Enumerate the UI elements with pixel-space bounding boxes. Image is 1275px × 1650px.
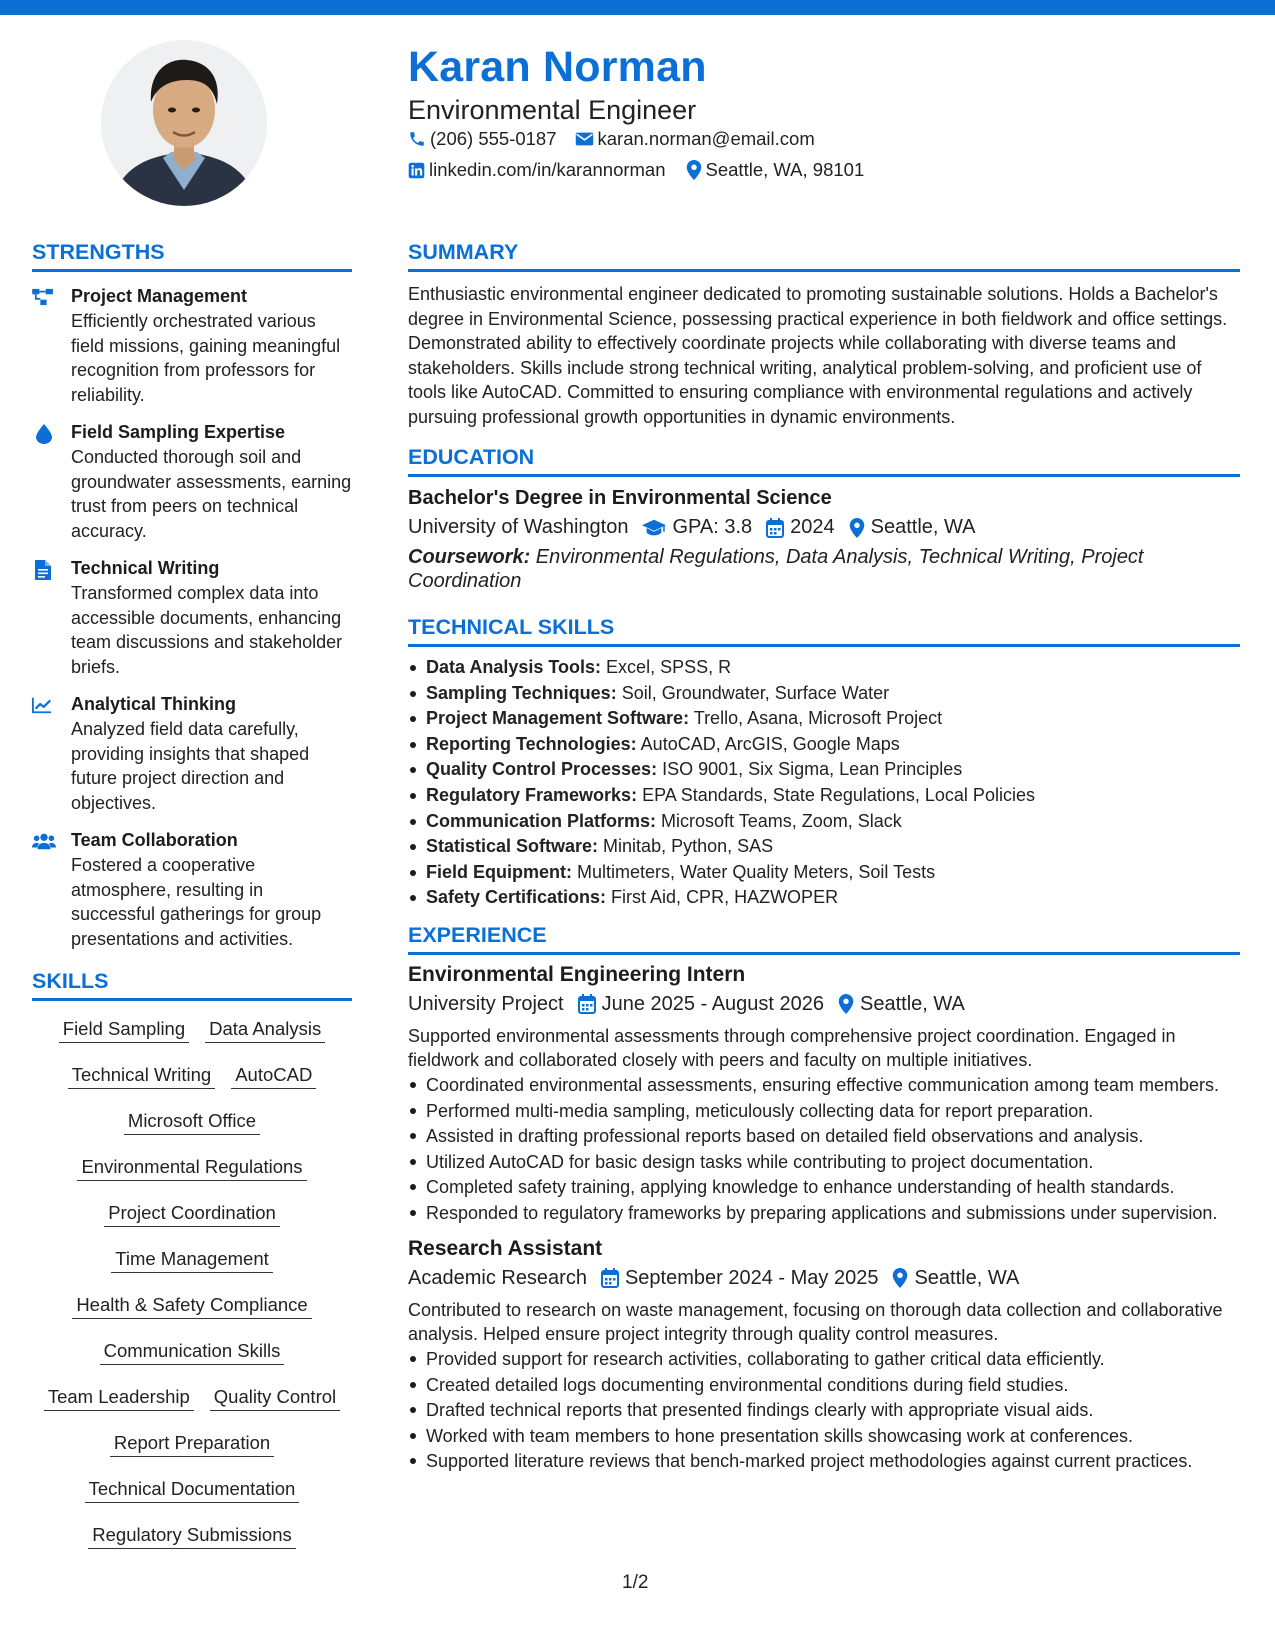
skill-chip: Microsoft Office [124,1107,260,1135]
strength-heading: Field Sampling Expertise [71,422,286,442]
phone-text: (206) 555-0187 [430,128,557,149]
skill-chip: Regulatory Submissions [88,1521,295,1549]
chart-line-icon [32,696,52,714]
job-org: Academic Research [408,1266,587,1289]
gpa-text: GPA: 3.8 [672,516,753,538]
calendar-icon [601,1268,619,1288]
job-bullets [408,1073,1240,1225]
job-title: Environmental Engineering Intern [408,962,746,986]
list-item [408,885,1240,911]
list-item [408,834,1240,860]
candidate-title: Environmental Engineer [408,95,697,125]
strength-text: Analyzed field data carefully, providing insights that shaped future project direction and objectives. [71,719,310,813]
list-item: Responded to regulatory frameworks by preparing applications and submissions under supervision. [408,1201,1240,1225]
skill-chip: Field Sampling [59,1015,189,1043]
list-item: Completed safety training, applying knowledge to enhance understanding of health standards. [408,1175,1240,1199]
skill-chip: Health & Safety Compliance [72,1291,311,1319]
calendar-icon [766,518,784,538]
tech-skill-value: Multimeters, Water Quality Meters, Soil Tests [572,861,936,882]
skill-chip: Quality Control [210,1383,340,1411]
tech-skill-value: Excel, SPSS, R [601,657,732,677]
strength-item [32,830,352,951]
contact-row-1 [408,128,833,150]
linkedin-icon [408,162,425,179]
skills-list [32,1015,352,1567]
tech-skill-value: Soil, Groundwater, Surface Water [616,682,890,703]
list-item: Worked with team members to hone presentation skills showcasing work at conferences. [408,1424,1240,1448]
tech-skill-label: Quality Control Processes: [426,759,658,780]
skill-chip: Project Coordination [104,1199,280,1227]
coursework-label: Coursework: [408,546,531,568]
education-heading: EDUCATION [408,445,1240,477]
list-item [408,860,1240,886]
candidate-name: Karan Norman [408,43,707,91]
list-item [408,732,1240,758]
tech-skill-label: Regulatory Frameworks: [426,784,638,805]
job-dates: June 2025 - August 2026 [601,992,825,1015]
strength-heading: Project Management [71,286,248,306]
job-meta [408,1267,1240,1290]
strengths-heading: STRENGTHS [32,240,352,272]
contact-row-2 [408,159,882,181]
map-pin-icon [838,994,854,1014]
graduation-cap-icon [642,519,666,537]
skills-heading: SKILLS [32,969,352,1001]
right-column [408,240,1240,1473]
tech-skill-value: AutoCAD, ArcGIS, Google Maps [636,733,900,754]
skill-chip: Environmental Regulations [77,1153,306,1181]
job-meta [408,993,1240,1016]
strength-item [32,286,352,407]
school-name: University of Washington [408,516,629,538]
strength-heading: Team Collaboration [71,830,238,850]
tech-skill-value: ISO 9001, Six Sigma, Lean Principles [657,759,963,780]
map-pin-icon [892,1268,908,1288]
list-item: Performed multi-media sampling, meticulously collecting data for report preparation. [408,1099,1240,1123]
tech-skill-value: First Aid, CPR, HAZWOPER [606,887,839,908]
droplet-icon [35,424,53,444]
skill-chip: Time Management [111,1245,273,1273]
summary-text: Enthusiastic environmental engineer dedicated to promoting sustainable solutions. Holds a Bachelor's degree in Environmental Science, possessing practical experience in both fieldwork and office settings. Demonstrated ability to effectively coordinate projects while collaborating with diverse teams and stakeholders. Skills include strong technical writing, analytical problem-solving, and proficient use of tools like AutoCAD. Committed to ensuring compliance with environmental regulations and actively pursuing professional growth opportunities in dynamic environments. [408,284,1228,427]
skill-chip: AutoCAD [231,1061,316,1089]
tech-skill-label: Safety Certifications: [426,887,607,908]
left-column [32,240,352,1567]
list-item: Provided support for research activities, collaborating to gather critical data efficiently. [408,1347,1240,1371]
map-pin-icon [686,160,702,180]
skill-chip: Report Preparation [110,1429,274,1457]
strengths-list [32,286,352,951]
technical-skills-heading: TECHNICAL SKILLS [408,615,1240,647]
tech-skill-label: Reporting Technologies: [426,733,637,754]
tech-skill-value: Trello, Asana, Microsoft Project [689,708,943,729]
skill-chip: Data Analysis [205,1015,325,1043]
education-location: Seattle, WA [870,516,976,538]
tech-skill-label: Project Management Software: [426,708,690,729]
tech-skill-label: Sampling Techniques: [426,682,617,703]
email-text: karan.norman@email.com [597,128,815,149]
document-icon [35,560,51,580]
job-org: University Project [408,992,564,1015]
email-contact[interactable] [575,128,815,150]
strength-text: Efficiently orchestrated various field missions, gaining meaningful recognition from professors for reliability. [71,311,341,405]
summary-heading: SUMMARY [408,240,1240,272]
tech-skill-label: Data Analysis Tools: [426,657,602,677]
graduation-year: 2024 [790,516,835,538]
job-description: Supported environmental assessments through comprehensive project coordination. Engaged in fieldwork and collaborated closely with peers and faculty on multiple initiatives. [408,1025,1176,1070]
profile-photo [101,40,267,206]
list-item: Utilized AutoCAD for basic design tasks while contributing to project documentation. [408,1150,1240,1174]
phone-icon [408,130,426,148]
job-location: Seattle, WA [860,992,965,1015]
job-bullets [408,1347,1240,1473]
flowchart-icon [32,288,54,306]
list-item [408,655,1240,681]
education-meta [408,516,1240,539]
job-dates: September 2024 - May 2025 [624,1266,879,1289]
location-text: Seattle, WA, 98101 [705,159,865,180]
skill-chip: Communication Skills [100,1337,285,1365]
strength-text: Fostered a cooperative atmosphere, resulting in successful gatherings for group presentations and activities. [71,855,322,949]
job-title: Research Assistant [408,1236,603,1260]
tech-skill-value: Minitab, Python, SAS [598,836,774,857]
tech-skill-value: Microsoft Teams, Zoom, Slack [656,810,902,831]
skill-chip: Technical Writing [68,1061,216,1089]
top-accent-bar [0,0,1275,15]
experience-heading: EXPERIENCE [408,923,1240,955]
list-item: Assisted in drafting professional reports based on detailed field observations and analysis. [408,1124,1240,1148]
skill-chip: Technical Documentation [85,1475,300,1503]
coursework [408,545,1240,593]
users-icon [32,832,56,850]
strength-item [32,558,352,679]
list-item: Coordinated environmental assessments, ensuring effective communication among team members. [408,1073,1240,1097]
list-item: Supported literature reviews that bench-marked project methodologies against current practices. [408,1449,1240,1473]
list-item: Drafted technical reports that presented findings clearly with appropriate visual aids. [408,1398,1240,1422]
strength-text: Transformed complex data into accessible documents, enhancing team discussions and stakeholder briefs. [71,583,343,677]
tech-skill-label: Statistical Software: [426,836,599,857]
page-number: 1/2 [622,1572,649,1593]
map-pin-icon [849,518,865,538]
location-contact [686,159,865,181]
calendar-icon [578,994,596,1014]
list-item [408,706,1240,732]
strength-item [32,694,352,815]
skill-chip: Team Leadership [44,1383,194,1411]
tech-skill-label: Communication Platforms: [426,810,657,831]
strength-item [32,422,352,543]
job-location: Seattle, WA [914,1266,1020,1289]
list-item: Created detailed logs documenting environmental conditions during field studies. [408,1373,1240,1397]
list-item [408,809,1240,835]
email-icon [575,131,594,147]
strength-heading: Technical Writing [71,558,220,578]
strength-heading: Analytical Thinking [71,694,237,714]
job-description: Contributed to research on waste management, focusing on thorough data collection and collaborative analysis. Helped ensure project integrity through quality control measures. [408,1299,1223,1344]
tech-skill-value: EPA Standards, State Regulations, Local Policies [637,784,1035,805]
list-item [408,757,1240,783]
list-item [408,783,1240,809]
list-item [408,681,1240,707]
linkedin-text: linkedin.com/in/karannorman [429,159,666,180]
phone-contact[interactable] [408,128,557,150]
degree-title: Bachelor's Degree in Environmental Science [408,487,832,509]
tech-skill-label: Field Equipment: [426,861,572,882]
strength-text: Conducted thorough soil and groundwater assessments, earning trust from peers on technical accuracy. [71,447,352,541]
technical-skills-list [408,655,1240,911]
linkedin-contact[interactable] [408,159,666,181]
coursework-text: Environmental Regulations, Data Analysis, Technical Writing, Project Coordination [408,546,1144,592]
